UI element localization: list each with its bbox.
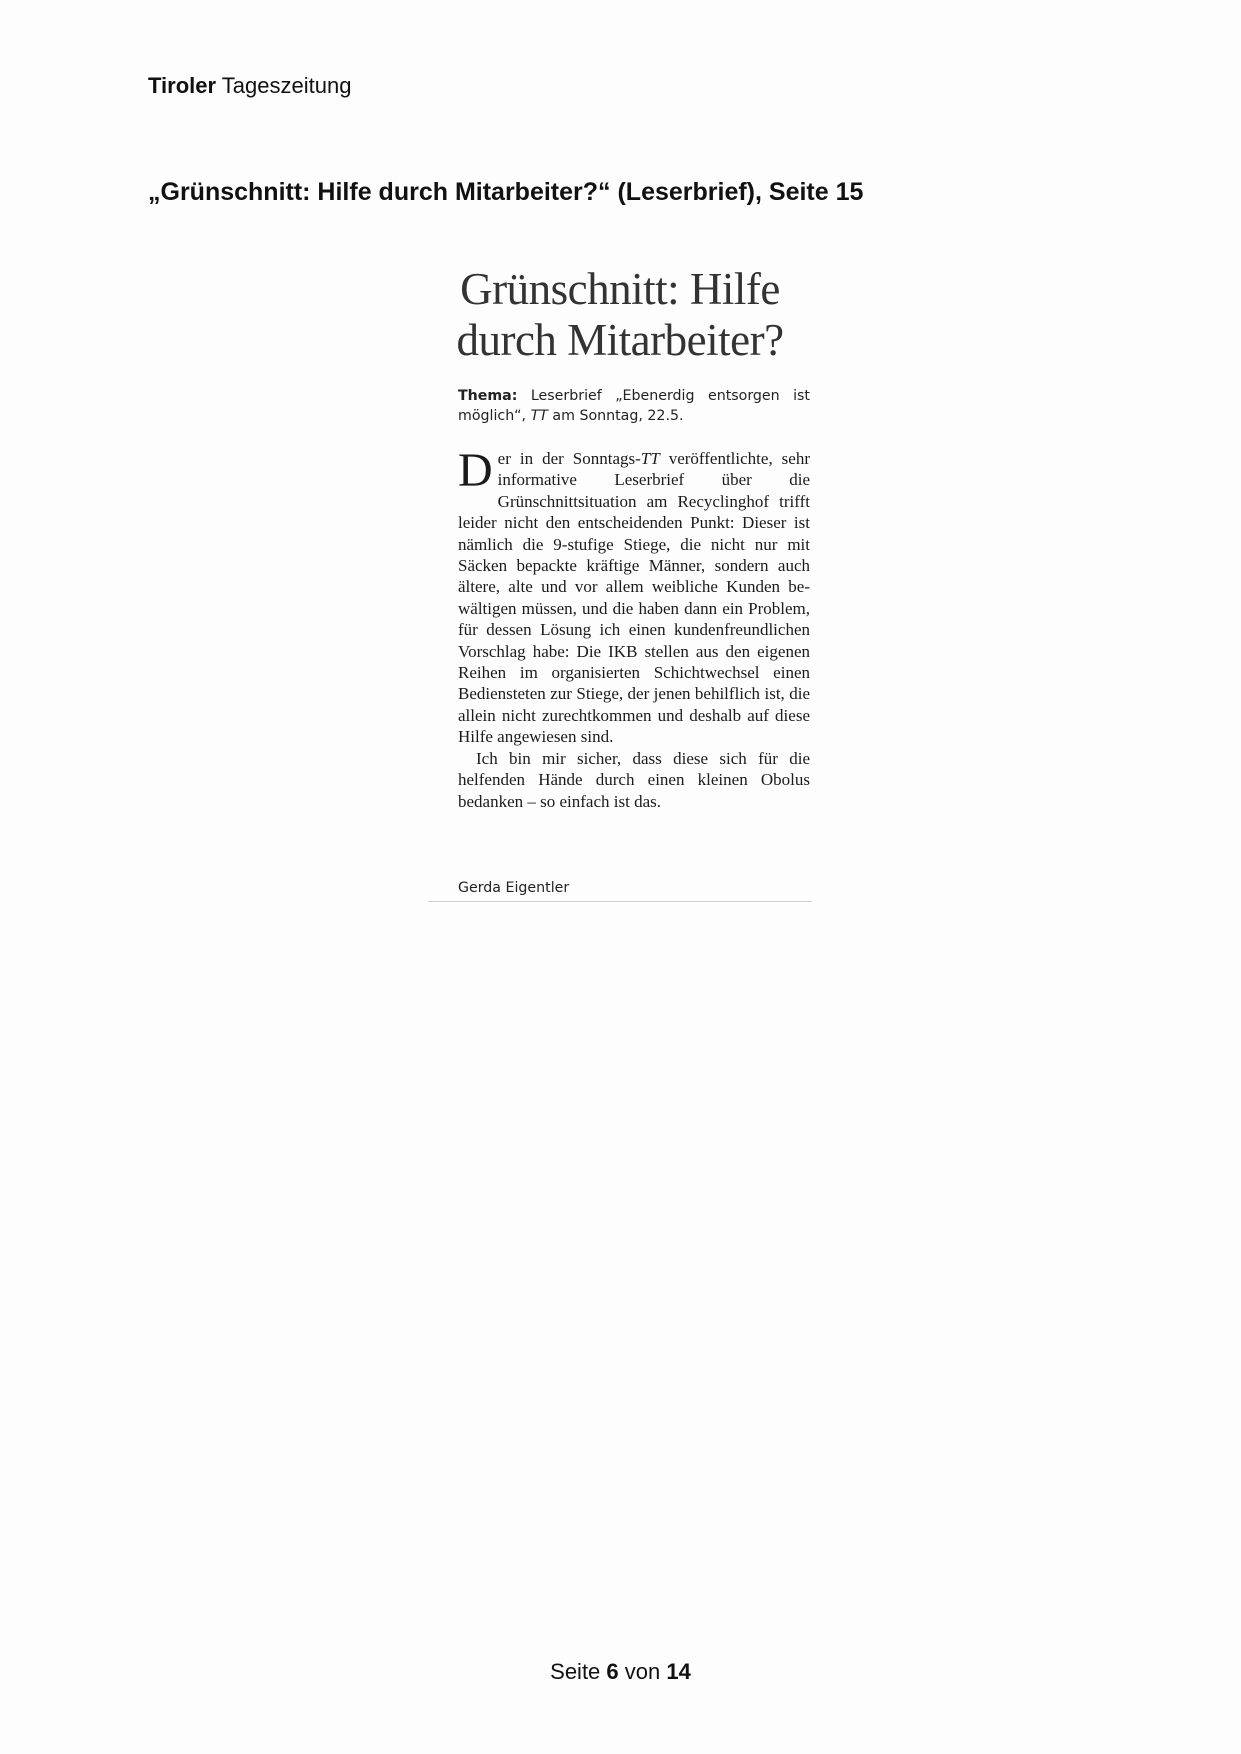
page-number-footer [0,1659,1241,1685]
article-body [458,444,811,812]
brand-name-regular: Tageszeitung [221,73,352,98]
total-pages: 14 [666,1659,691,1684]
topic-text-tt: TT [530,408,548,424]
article-headline [428,264,812,366]
newspaper-brand [148,73,351,99]
article-paragraph-2: Ich bin mir sicher, dass diese sich für die helfenden Hände durch einen kleinen Obolus bedanken – so einfach ist das. [458,748,810,811]
paragraph-1-tt: TT [640,449,660,468]
page-middle: von [618,1659,667,1684]
document-title: „Grünschnitt: Hilfe durch Mitarbeiter?“ (Leserbrief), Seite 15 [148,178,864,206]
topic-text-2: am Sonntag, 22.5. [547,408,684,424]
paragraph-1-rest: veröffentlichte, sehr informative Leserbrief über die Grünschnittsituation am Recyclinghof trifft leider nicht den entscheidenden Punkt: Dieser ist nämlich die 9-stufige Stiege, die nicht nur mit Säcken bepackte kräftige Männer, sondern auch ältere, alte und vor allem weibliche Kunden bewältigen müssen, und die haben dann ein Problem, für dessen Lösung ich einen kundenfreundlichen Vorschlag habe: Die IKB stellen aus den eigenen Reihen im organisierten Schichtwechsel einen Bediensteten zur Stiege, der jenen behilflich ist, die allein nicht zurechtkommen und deshalb auf diese Hilfe angewiesen sind. [458,449,811,747]
topic-text-1: Leserbrief „Ebenerdig entsorgen ist möglich“, [458,388,810,424]
topic-label: Thema: [458,388,518,404]
clipping-bottom-rule [428,901,812,902]
paragraph-1-start: er in der Sonntags- [497,449,641,468]
page-prefix: Seite [550,1659,607,1684]
article-clipping [428,264,812,904]
article-author: Gerda Eigentler [458,880,570,896]
article-topic [458,386,810,426]
brand-name-bold: Tiroler [148,73,217,98]
headline-line-2: durch Mitarbeiter? [456,315,784,365]
article-paragraph-1 [458,444,811,748]
drop-cap: D [458,444,493,497]
headline-line-1: Grünschnitt: Hilfe [460,264,780,314]
current-page: 6 [606,1659,619,1684]
